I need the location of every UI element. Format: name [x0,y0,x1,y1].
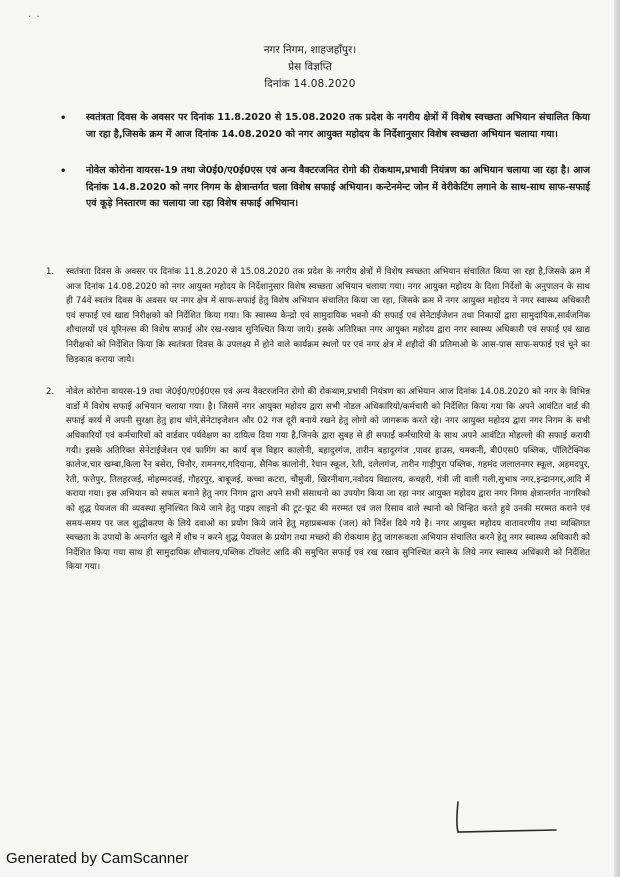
detail-item [46,385,590,575]
letterhead [0,42,620,93]
item-number: 2. [46,387,55,398]
detail-text: नोवेल कोरोना वायरस-19 तथा जे0ई0/ए0ई0एस एवं अन्य वैक्टरजनित रोगो की रोकथाम,प्रभावी नियंत्रण का अभियान आज दिनांक 14.08.2020 को नगर के विभिन्न वार्डो में विशेष सफाई अभियान चलाया गया। है। जिसमें नगर आयुक्त महोदय द्वारा सभी नोडल अधिकारियो/कर्मचारी को निर्देशित किया गया कि अपने आवंटित वार्ड की सफाई कार्य में अपनी सुरक्षा हेतु हाथ धोने,सेनेटाइजेशन और 02 गज दूरी बनाये रखने हेतु लोगो को जागरूक करते रहे। नगर आयुक्त महोदय द्वारा नगर निगम के सभी अधिकारियों एवं कर्मचारियों को वार्डवार पर्यवेक्षण का दायित्व दिया गया है,जिनके द्वारा सुबह से ही सफाई कर्मचारियो के साथ अपने आवंटित मोहल्लो की सफाई करायी गयी। इसके अतिरिक्त सेनेटाईजेशन एवं फागिंग का कार्य बृज विहार कालोनी, बहादुरगंज, तारीन बहादुरगंज ,पावर हाउस, चमकनी, बी0एस0 पब्लिक, पॉलिटेक्निक कालेज,चार खम्बा,किला रैन बसेरा, चिनौर, रामनगर,गदियाना, सैनिक कालोनी, रेयान स्कूल, रेती, दलेलगंज, तारीन गाड़ीपुरा पब्लिक, गहमंद जलालनगर स्कूल, अहमदपुर, रेती, फत्तेपुर, तिलहरजई, मोहम्मदजई, गौहरपुर, बाबूजई, कच्चा कटरा, चौमुजी, खिरनीबाग,नवोदय विद्यालय, कचहरी, गंत्री जी वाली गली,सुभाष नगर,इन्द्रानगर,आदि में कराया गया। इस अभियान को सफल बनाने हेतु नगर निगम द्वारा अपने सभी संसाधनो का उपयोग किया जा रहा नगर आयुक्त महोदय द्वारा नगर निगम क्षेत्रान्तर्गत नागरिको को शुद्ध पेयजल की व्यवस्था सुनिश्चित किये जाने हेतु पाइप लाइनो की टूट-फूट की मरम्मत एवं जल रिसाव वाले स्थानो को चिन्हित करते हुये उनकी मरम्मत कराने एवं समय-समय पर जल शुद्धीकरण के लिये दवाओ का प्रयोग किये जाने हेतु महाप्रबन्धक (जल) को निर्देश दिये गये है। नगर आयुक्त महोदय वातावरणीय तथा व्यक्तिगत स्वच्छता के उपायों के अन्तर्गत खुले में शौच न करने शुद्ध पेयजल के प्रयोग तथा मच्छरो की रोकथाम हेतु जागरूकता अभियान संचालित करने हेतु नगर स्वास्थ्य अधिकारी को निर्देशित किया गया साथ ही सामुदायिक शौचालय,पब्लिक टॉयलेट आदि की समुचित सफाई एवं रख रखाव सुनिश्चित करने के लिये नगर स्वास्थ्य अधिकारी को निर्देशित किया गया। [66,387,590,573]
document-date: दिनांक 14.08.2020 [264,78,356,90]
organization-name: नगर निगम, शाहजहाँपुर। [263,44,357,56]
signature-mark [452,798,562,838]
summary-text: स्वतंत्रता दिवस के अवसर पर दिनांक 11.8.2020 से 15.08.2020 तक प्रदेश के नगरीय क्षेत्रों में विशेष स्वच्छता अभियान संचालित किया जा रहा है,जिसके क्रम में आज दिनांक 14.08.2020 को नगर आयुक्त महोदय के निर्देशानुसार विशेष स्वच्छता अभियान चलाया गया। [86,112,590,140]
bullet-icon: • [60,113,67,124]
summary-text: नोवेल कोरोना वायरस-19 तथा जे0ई0/ए0ई0एस एवं अन्य वैक्टरजनित रोगो की रोकथाम,प्रभावी नियंत्रण का अभियान चलाया जा रहा है। आज दिनांक 14.8.2020 को नगर निगम के क्षेत्रान्तर्गत चला विशेष सफाई अभियान। कन्टेनमेन्ट जोन में वेरीकेटिंग लगाने के साथ-साथ साफ-सफाई एवं कूड़े निस्तारण का चलाया जा रहा विशेष सफाई अभियान। [86,165,590,209]
summary-item [60,110,590,143]
scan-artifact-mark: · · [28,12,41,23]
camscanner-watermark: Generated by CamScanner [6,850,189,867]
summary-bullets [60,110,590,213]
scan-edge-shadow [614,0,620,877]
summary-item [60,163,590,213]
detail-paragraphs [46,265,590,575]
detail-item [46,265,590,367]
detail-text: स्वतंत्रता दिवस के अवसर पर दिनांक 11.8.2020 से 15.08.2020 तक प्रदेश के नगरीय क्षेत्रों में विशेष स्वच्छता अभियान संचालित किया जा रहा है,जिसके क्रम में आज दिनांक 14.08.2020 को नगर आयुक्त महोदय के निर्देशानुसार विशेष स्वच्छता अभियान चलाया गया। नगर आयुक्त महोदय के दिशा निर्देशो के अनुपालन के साथ ही 74वें स्वतंत्र दिवस के अवसर पर नगर क्षेत्र में साफ-सफाई हेतु विशेष अभियान संचालित किया जा रहा, जिसके क्रम में नगर आयुक्त महोदय ने नगर स्वास्थ्य अधिकारी एवं सफाई एवं खाद्य निरीक्षको को निर्देशित किया गया। कि स्वास्थ्य केन्द्रो एवं सामुदायिक भवनो की सफाई एवं सेनेटाईजेशन तथा निकायों द्वारा सामुदायिक,सार्वजनिक शौचालयों एवं यूरिनल्स की विशेष सफाई और रख-रखाव सुनिश्चित किया जाये। इसके अतिरिक्त नगर आयुक्त महोदय द्वारा नगर स्वास्थ्य अधिकारी एवं सफाई एवं खाद्य निरीक्षको को निर्देशित किया कि स्वतंत्रता दिवस के उपलक्ष्य में होने वाले कार्यक्रम स्थलो पर एवं नगर क्षेत्र में शहीदो की प्रतिमाओ के आस-पास साफ-सफाई एवं चूने का छिड़काव कराया जाये। [66,267,590,365]
document-title: प्रेस विज्ञप्ति [288,61,332,73]
item-number: 1. [46,267,55,277]
bullet-icon: • [60,166,67,177]
